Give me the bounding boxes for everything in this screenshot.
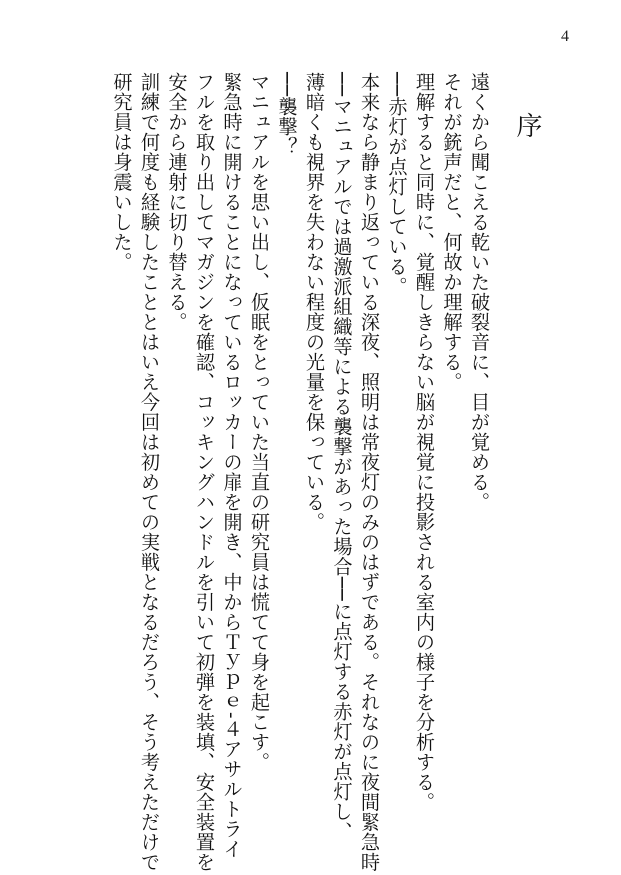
paragraph: 緊急時に開けることになっているロッカーの扉を開き、中からＴｙｐｅ‐４アサルトライ bbox=[220, 72, 244, 860]
page-number: 4 bbox=[561, 28, 569, 45]
paragraph: 安全から連射に切り替える。 bbox=[165, 72, 189, 332]
paragraph: ──襲撃？ bbox=[275, 72, 299, 157]
chapter-title: 序 bbox=[512, 112, 542, 141]
paragraph: フルを取り出してマガジンを確認、コッキングハンドルを引いて初弾を装填、安全装置を bbox=[193, 72, 216, 872]
paragraph: それが銃声だと、何故か理解する。 bbox=[440, 72, 464, 392]
paragraph: ──赤灯が点灯している。 bbox=[385, 72, 409, 297]
paragraph: 薄暗くも視界を失わない程度の光量を保っている。 bbox=[303, 72, 326, 532]
paragraph: 本来なら静まり返っている深夜、照明は常夜灯のみのはずである。それなのに夜間緊急時 bbox=[358, 72, 381, 872]
paragraph: ──マニュアルでは過激派組織等による襲撃があった場合──に点灯する赤灯が点灯し、 bbox=[330, 72, 354, 842]
paragraph: 訓練で何度も経験したこととはいえ今回は初めての実戦となるだろう、そう考えただけで bbox=[138, 72, 161, 872]
paragraph: 理解すると同時に、覚醒しきらない脳が視覚に投影される室内の様子を分析する。 bbox=[413, 72, 436, 812]
paragraph: 研究員は身震いした。 bbox=[110, 72, 134, 272]
paragraph: マニュアルを思い出し、仮眠をとっていた当直の研究員は慌てて身を起こす。 bbox=[248, 72, 271, 772]
body-text bbox=[108, 72, 493, 872]
paragraph: 遠くから聞こえる乾いた破裂音に、目が覚める。 bbox=[468, 72, 491, 512]
